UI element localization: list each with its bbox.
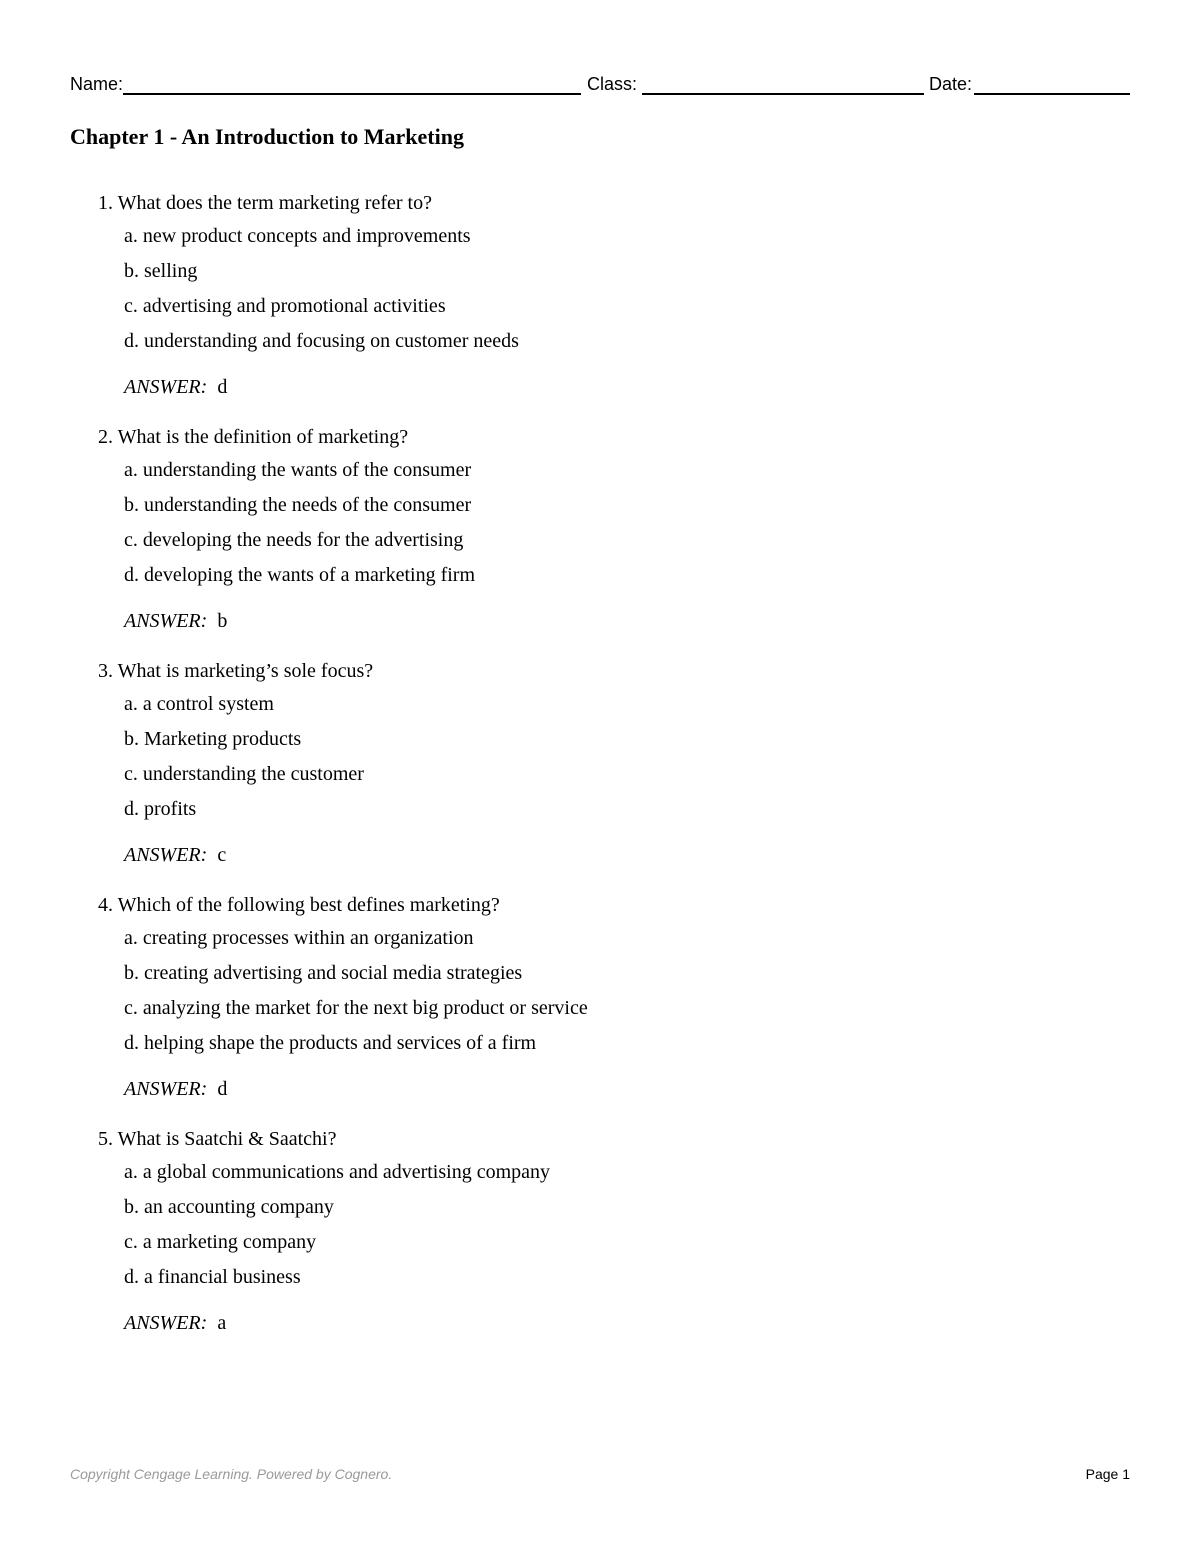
choice-letter: c. — [124, 529, 138, 551]
choice-list — [124, 923, 588, 1063]
answer-line — [124, 372, 227, 402]
question-number: 2. — [98, 426, 113, 448]
choice-b — [124, 490, 475, 525]
choice-letter: d. — [124, 1032, 139, 1054]
question-stem — [98, 656, 373, 686]
name-blank-line — [123, 93, 581, 95]
choice-letter: c. — [124, 1231, 138, 1253]
choice-text: new product concepts and improvements — [142, 225, 471, 247]
choice-a — [124, 455, 475, 490]
choice-c — [124, 993, 588, 1028]
answer-label: ANSWER: — [124, 376, 208, 398]
question-list — [98, 188, 1098, 1358]
answer-line — [124, 840, 226, 870]
question-stem — [98, 890, 500, 920]
page-number: Page 1 — [1085, 1466, 1130, 1482]
answer-value: c — [217, 844, 227, 866]
choice-text: creating processes within an organization — [142, 927, 474, 949]
choice-text: understanding the needs of the consumer — [144, 494, 472, 516]
answer-label: ANSWER: — [124, 610, 208, 632]
choice-text: a financial business — [144, 1266, 301, 1288]
answer-line — [124, 1308, 226, 1338]
choice-letter: b. — [124, 494, 139, 516]
choice-text: an accounting company — [144, 1196, 334, 1218]
class-label: Class: — [587, 74, 638, 94]
choice-letter: c. — [124, 997, 138, 1019]
choice-text: a marketing company — [142, 1231, 317, 1253]
question-stem — [98, 1124, 336, 1154]
choice-d — [124, 560, 475, 595]
question-number: 1. — [98, 192, 113, 214]
name-label: Name: — [70, 74, 124, 94]
choice-c — [124, 291, 519, 326]
choice-letter: b. — [124, 962, 139, 984]
choice-letter: b. — [124, 728, 139, 750]
choice-letter: d. — [124, 330, 139, 352]
choice-text: developing the wants of a marketing firm — [144, 564, 476, 586]
choice-d — [124, 1028, 588, 1063]
choice-text: analyzing the market for the next big product or service — [142, 997, 588, 1019]
question-text: What is the definition of marketing? — [117, 426, 409, 448]
choice-letter: b. — [124, 260, 139, 282]
copyright-notice: Copyright Cengage Learning. Powered by Cognero. — [70, 1466, 393, 1482]
choice-d — [124, 1262, 550, 1297]
choice-d — [124, 326, 519, 361]
question-text: What is marketing’s sole focus? — [117, 660, 374, 682]
choice-list — [124, 221, 519, 361]
choice-a — [124, 1157, 550, 1192]
choice-letter: d. — [124, 798, 139, 820]
choice-d — [124, 794, 364, 829]
choice-b — [124, 256, 519, 291]
question-text: What does the term marketing refer to? — [117, 192, 432, 214]
choice-letter: a. — [124, 459, 138, 481]
choice-list — [124, 689, 364, 829]
choice-list — [124, 1157, 550, 1297]
choice-letter: d. — [124, 1266, 139, 1288]
question-number: 5. — [98, 1128, 113, 1150]
date-label: Date: — [929, 74, 973, 94]
choice-letter: c. — [124, 295, 138, 317]
chapter-title: Chapter 1 - An Introduction to Marketing — [70, 124, 464, 149]
choice-text: understanding and focusing on customer needs — [144, 330, 519, 352]
choice-b — [124, 958, 588, 993]
choice-letter: d. — [124, 564, 139, 586]
question-3 — [98, 656, 1098, 890]
choice-letter: a. — [124, 693, 138, 715]
choice-a — [124, 689, 364, 724]
choice-letter: a. — [124, 225, 138, 247]
date-blank-line — [974, 93, 1130, 95]
answer-value: d — [217, 1078, 228, 1100]
choice-text: selling — [144, 260, 198, 282]
class-blank-line — [642, 93, 924, 95]
choice-a — [124, 221, 519, 256]
choice-text: creating advertising and social media strategies — [144, 962, 523, 984]
question-5 — [98, 1124, 1098, 1358]
student-info-header — [70, 72, 1130, 98]
choice-list — [124, 455, 475, 595]
choice-text: understanding the customer — [142, 763, 364, 785]
choice-c — [124, 1227, 550, 1262]
choice-letter: a. — [124, 1161, 138, 1183]
question-text: Which of the following best defines marketing? — [117, 894, 500, 916]
question-number: 4. — [98, 894, 113, 916]
answer-value: b — [217, 610, 228, 632]
answer-value: d — [217, 376, 228, 398]
choice-letter: c. — [124, 763, 138, 785]
choice-letter: b. — [124, 1196, 139, 1218]
answer-label: ANSWER: — [124, 1312, 208, 1334]
question-text: What is Saatchi & Saatchi? — [117, 1128, 337, 1150]
choice-text: Marketing products — [144, 728, 302, 750]
choice-text: understanding the wants of the consumer — [142, 459, 472, 481]
answer-value: a — [217, 1312, 227, 1334]
choice-text: developing the needs for the advertising — [142, 529, 464, 551]
choice-text: advertising and promotional activities — [142, 295, 446, 317]
choice-c — [124, 759, 364, 794]
choice-c — [124, 525, 475, 560]
answer-label: ANSWER: — [124, 844, 208, 866]
choice-text: a global communications and advertising company — [142, 1161, 551, 1183]
choice-text: a control system — [142, 693, 274, 715]
answer-line — [124, 606, 227, 636]
question-number: 3. — [98, 660, 113, 682]
choice-text: profits — [144, 798, 197, 820]
choice-a — [124, 923, 588, 958]
question-1 — [98, 188, 1098, 422]
question-2 — [98, 422, 1098, 656]
choice-b — [124, 724, 364, 759]
choice-b — [124, 1192, 550, 1227]
question-4 — [98, 890, 1098, 1124]
choice-letter: a. — [124, 927, 138, 949]
question-stem — [98, 188, 432, 218]
question-stem — [98, 422, 408, 452]
answer-line — [124, 1074, 227, 1104]
answer-label: ANSWER: — [124, 1078, 208, 1100]
choice-text: helping shape the products and services of a firm — [144, 1032, 537, 1054]
